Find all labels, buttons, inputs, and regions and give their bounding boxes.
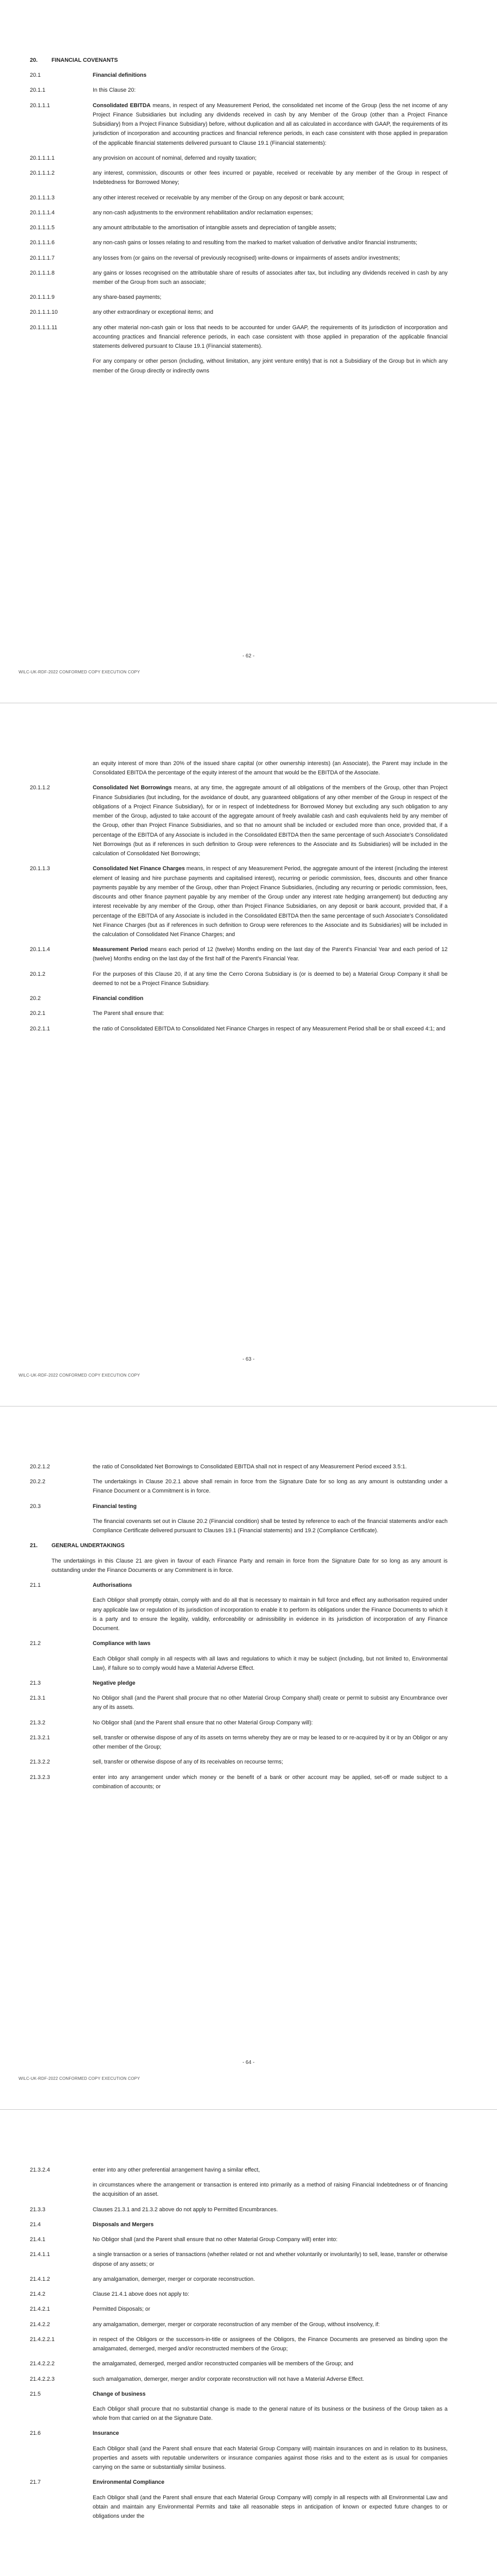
- clause-text: any non-cash adjustments to the environment rehabilitation and/or reclamation expenses;: [93, 209, 313, 216]
- clause-number: 20.1.1.1.5: [30, 225, 55, 231]
- page-number: - 62 -: [242, 653, 255, 659]
- clause-number: 21.7: [30, 2479, 41, 2486]
- clause: [93, 2404, 448, 2423]
- clause-heading: [30, 1679, 448, 1688]
- clause-text: any losses from (or gains on the reversal of previously recognised) write-downs or impairments of assets and/or investments;: [93, 255, 400, 261]
- clause-heading: [30, 1541, 448, 1550]
- clause-number: 21.4.2.2.2: [30, 2361, 55, 2367]
- clause-text: Negative pledge: [93, 1680, 135, 1686]
- clause-heading: [30, 71, 448, 80]
- clause: [30, 2250, 448, 2268]
- clause: [93, 1654, 448, 1673]
- clause-text: Financial condition: [93, 995, 144, 1002]
- clause-number: 21.4.2.2.3: [30, 2376, 55, 2382]
- clause-number: 20.1.1.1.11: [30, 324, 58, 331]
- defined-term: Consolidated Net Borrowings: [93, 785, 172, 791]
- clause-text: No Obligor shall (and the Parent shall ensure that no other Material Group Company will):: [93, 1719, 313, 1726]
- clause-text: enter into any arrangement under which money or the benefit of a bank or other account may be applied, set-off or made subject to a combination of accounts; or: [93, 1774, 448, 1790]
- clause: [30, 2290, 448, 2299]
- clause: [30, 86, 448, 95]
- clause-text: No Obligor shall (and the Parent shall procure that no other Material Group Company shall) create or permit to subsist any Encumbrance over any of its assets.: [93, 1695, 448, 1711]
- definition-text: means each period of 12 (twelve) Months ending on the last day of the Parent's Financial Year and each period of 12 (twelve) Months ending on the last day of the first half of the Parent's Financial Year.: [93, 946, 448, 962]
- clause-text: any other material non-cash gain or loss that needs to be accounted for under GAAP, the requirements of its jurisdiction of incorporation and accounting practices and financial reference periods, in each case consistent with those applied in preparation of the applicable financial statements delivered pursuant to Clause 19.1 (Financial statements).: [93, 324, 448, 350]
- page-footer: WILC-UK-RDF-2022 CONFORMED COPY EXECUTION COPY: [19, 670, 140, 674]
- clause-text: The financial covenants set out in Clause 20.2 (Financial condition) shall be tested by reference to each of the financial statements and/or each Compliance Certificate delivered pursuant to Clauses 19.1 (Financial statements) and 19.2 (Compliance Certificate).: [93, 1518, 448, 1534]
- clause: [30, 168, 448, 187]
- clause-number: 20.1.1.1.9: [30, 294, 55, 301]
- clause-heading: [30, 1639, 448, 1648]
- clause-heading: [30, 2389, 448, 2399]
- clause-text: The undertakings in this Clause 21 are given in favour of each Finance Party and remain in force from the Signature Date for so long as any amount is outstanding under the Finance Documents or any Commitment is in force.: [52, 1557, 448, 1573]
- clause-text: any other extraordinary or exceptional items; and: [93, 309, 214, 316]
- document-page: [0, 703, 497, 1406]
- clause-heading: [30, 1502, 448, 1511]
- clause-number: 21.5: [30, 2391, 41, 2397]
- clause: [93, 1517, 448, 1535]
- clause-number: 21.4.2.2: [30, 2321, 50, 2328]
- clause-text: Environmental Compliance: [93, 2479, 165, 2486]
- clause-text: [93, 783, 448, 858]
- clause: [30, 2165, 448, 2175]
- clause-number: 20.1.1.4: [30, 946, 50, 953]
- clause-number: 20.1.1.1: [30, 102, 50, 109]
- clause: [30, 2375, 448, 2384]
- clause-text: sell, transfer or otherwise dispose of any of its assets on terms whereby they are or may be leased to or re-acquired by it or by an Obligor or any other member of the Group;: [93, 1734, 448, 1751]
- clause-text: No Obligor shall (and the Parent shall ensure that no other Material Group Company will) enter into:: [93, 2236, 338, 2243]
- definition-text: means, in respect of any Measurement Period, the aggregate amount of the interest (including the interest element of leasing and hire purchase payments and capitalised interest), recurring or periodic commission, fees, discounts and other finance payments payable by any member of the Group, other than Project Finance Subsidiaries, (including any recurring or periodic commission, fees, discounts and other finance payment payable by any member of the Group under any interest rate hedging arrangement) but deducting any interest receivable by any member of the Group, other than Project Finance Subsidiaries, on any deposit or bank account, provided that, if a percentage of the EBITDA of any Associate is included in the Consolidated EBITDA then the same percentage of such Associate's Consolidated Net Finance Charges (but as if references in such definition to Group were references to the Associate and its Subsidiaries) will be included in the calculation of Consolidated Net Finance Charges; and: [93, 866, 448, 938]
- clause-text: Each Obligor shall promptly obtain, comply with and do all that is necessary to maintain in full force and effect any authorisation required under any applicable law or regulation of its jurisdiction of incorporation to enable it to perform its obligations under the Finance Documents to which it is a party and to ensure the legality, validity, enforceability or admissibility in evidence in its jurisdiction of incorporation of any Finance Document.: [93, 1597, 448, 1632]
- clause-text: the ratio of Consolidated EBITDA to Consolidated Net Finance Charges in respect of any Measurement Period shall be or shall exceed 4:1; and: [93, 1025, 445, 1032]
- clause: [30, 2335, 448, 2353]
- clause: [30, 945, 448, 963]
- clause: [30, 1462, 448, 1471]
- clause-number: 20.1.1.1.1: [30, 155, 55, 161]
- page-footer: WILC-UK-RDF-2022 CONFORMED COPY EXECUTION COPY: [19, 2076, 140, 2081]
- clause-number: 20.3: [30, 1503, 41, 1510]
- clause-text: any amount attributable to the amortisation of intangible assets and depreciation of tangible assets;: [93, 225, 336, 231]
- clause-text: any non-cash gains or losses relating to and resulting from the marked to market valuation of derivative and/or financial instruments;: [93, 240, 418, 246]
- clause-text: Financial definitions: [93, 72, 147, 79]
- clause-text: in respect of the Obligors or the successors-in-title or assignees of the Obligors, the Finance Documents are preserved as binding upon the amalgamated, demerged, merged and/or reconstructed members of the Group;: [93, 2336, 448, 2352]
- clause-number: 21.1: [30, 1582, 41, 1589]
- clause: [30, 323, 448, 351]
- clause-number: 21.3.3: [30, 2206, 46, 2213]
- clause-text: Each Obligor shall procure that no substantial change is made to the general nature of its business or the business of the Group taken as a whole from that carried on at the Signature Date.: [93, 2405, 448, 2422]
- clause-number: 20.1.1.1.10: [30, 309, 58, 316]
- clause-text: Each Obligor shall comply in all respects with all laws and regulations to which it may be subject (including, but not limited to, Environmental Law), if failure so to comply would have a Material Adverse Effect.: [93, 1655, 448, 1671]
- clause-text: any share-based payments;: [93, 294, 162, 301]
- defined-term: Measurement Period: [93, 946, 148, 953]
- clause: [93, 759, 448, 777]
- clause-number: 20.2.1: [30, 1010, 46, 1017]
- clause-text: [93, 864, 448, 939]
- clause-text: sell, transfer or otherwise dispose of any of its receivables on recourse terms;: [93, 1759, 283, 1766]
- clause-number: 20.1.1.1.6: [30, 240, 55, 246]
- clause: [93, 2180, 448, 2199]
- clause: [30, 783, 448, 858]
- clause-heading: [30, 994, 448, 1003]
- clause-heading: [30, 56, 448, 65]
- clause-number: 20.2.2: [30, 1479, 46, 1485]
- clause: [30, 1009, 448, 1018]
- clause-text: Compliance with laws: [93, 1640, 151, 1647]
- clause-heading: [30, 2220, 448, 2229]
- clause: [30, 223, 448, 232]
- clause-number: 21.4: [30, 2221, 41, 2228]
- clause-text: For any company or other person (including, without limitation, any joint venture entity) that is not a Subsidiary of the Group but in which any member of the Group directly or indirectly owns: [93, 358, 448, 374]
- clause-text: any amalgamation, demerger, merger or corporate reconstruction.: [93, 2276, 255, 2282]
- clause-heading: [30, 1581, 448, 1590]
- clause: [30, 1477, 448, 1496]
- clause-number: 20.1.1.1.8: [30, 269, 55, 276]
- clause: [30, 864, 448, 939]
- clause: [30, 293, 448, 302]
- defined-term: Consolidated Net Finance Charges: [93, 866, 185, 872]
- clause: [30, 238, 448, 247]
- clause: [93, 1596, 448, 1633]
- document-page: [0, 0, 497, 703]
- clause: [30, 2275, 448, 2284]
- page-footer: WILC-UK-RDF-2022 CONFORMED COPY EXECUTION COPY: [19, 1373, 140, 1378]
- clause-number: 21.2: [30, 1640, 41, 1647]
- clause-text: Authorisations: [93, 1582, 132, 1589]
- clause-number: 20.1.1.3: [30, 866, 50, 872]
- clause-text: [93, 101, 448, 148]
- clause-number: 20.2.1.1: [30, 1025, 50, 1032]
- clause-number: 20.: [30, 57, 38, 63]
- clause-text: Change of business: [93, 2391, 146, 2397]
- clause-text: Each Obligor shall (and the Parent shall ensure that each Material Group Company will) comply in all respects with all Environmental Law and obtain and maintain any Environmental Permits and take all reasonable steps in anticipation of known or expected future changes to or obligations under the: [93, 2494, 448, 2520]
- clause: [30, 2304, 448, 2314]
- clause-text: in circumstances where the arrangement or transaction is entered into primarily as a method of raising Financial Indebtedness or of financing the acquisition of an asset.: [93, 2182, 448, 2198]
- clause-text: Disposals and Mergers: [93, 2221, 154, 2228]
- clause: [52, 1556, 448, 1575]
- clause-text: the amalgamated, demerged, merged and/or reconstructed companies will be members of the Group; and: [93, 2361, 353, 2367]
- clause: [30, 193, 448, 202]
- clause: [30, 1773, 448, 1791]
- clause-text: an equity interest of more than 20% of the issued share capital (or other ownership interests) (an Associate), the Parent may include in the Consolidated EBITDA the percentage of the equity interest of the amount that would be the EBITDA of the Associate.: [93, 760, 448, 776]
- clause-text: any interest, commission, discounts or other fees incurred or payable, received or receivable by any member of the Group in respect of Indebtedness for Borrowed Money;: [93, 170, 448, 186]
- clause: [93, 2493, 448, 2521]
- page-number: - 64 -: [242, 2060, 255, 2065]
- clause-number: 20.1: [30, 72, 41, 79]
- clause-number: 20.1.1: [30, 87, 46, 94]
- clause: [30, 1757, 448, 1767]
- clause-number: 20.1.1.1.3: [30, 194, 55, 201]
- clause-text: In this Clause 20:: [93, 87, 136, 94]
- clause: [30, 1693, 448, 1712]
- clause-text: Each Obligor shall (and the Parent shall ensure that each Material Group Company will) maintain insurances on and in relation to its business, properties and assets with reputable underwriters or insurance companies against those risks and to the extent as is usual for companies carrying on the same or substantially similar business.: [93, 2445, 448, 2471]
- clause-heading: [30, 2429, 448, 2438]
- clause-number: 21.: [30, 1543, 38, 1549]
- clause-number: 21.4.1.2: [30, 2276, 50, 2282]
- clause: [30, 308, 448, 317]
- clause-number: 20.2: [30, 995, 41, 1002]
- clause-number: 20.1.1.1.2: [30, 170, 55, 177]
- page-number: - 63 -: [242, 1357, 255, 1362]
- clause: [30, 1718, 448, 1727]
- clause: [30, 1024, 448, 1033]
- clause: [30, 268, 448, 287]
- definition-text: means, at any time, the aggregate amount of all obligations of the members of the Group, other than Project Finance Subsidiaries (but including, for the avoidance of doubt, any guaranteed obligations of any other member of the Group in respect of the obligations of a Project Finance Subsidiary), for or in respect of Indebtedness for Borrowed Money but excluding any such obligation to any member of the Group, adjusted to take account of the aggregate amount of freely available cash and cash equivalents held by any member of the Group, other than Project Finance Subsidiaries, and so that no amount shall be included or excluded more than once, provided that, if a percentage of the EBITDA of any Associate is included in the Consolidated EBITDA then the same percentage of such Associate's Consolidated Net Borrowings (but as if references in such definition to Group were references to the Associate and its Subsidiaries) will be included in the calculation of Consolidated Net Borrowings;: [93, 785, 448, 857]
- clause-text: any other interest received or receivable by any member of the Group on any deposit or bank account;: [93, 194, 345, 201]
- clause-number: 21.3.2.1: [30, 1734, 50, 1741]
- clause: [30, 101, 448, 148]
- clause-number: 21.3.1: [30, 1695, 46, 1702]
- document-page: [0, 2110, 497, 2576]
- clause-number: 20.1.1.2: [30, 785, 50, 791]
- clause-number: 21.3.2.4: [30, 2167, 50, 2173]
- clause-number: 21.3.2.3: [30, 1774, 50, 1781]
- clause-text: The Parent shall ensure that:: [93, 1010, 164, 1017]
- clause-text: Financial testing: [93, 1503, 137, 1510]
- clause-number: 21.4.2: [30, 2291, 46, 2298]
- clause-text: [93, 945, 448, 963]
- clause-number: 21.4.2.2.1: [30, 2336, 55, 2343]
- clause-text: any provision on account of nominal, deferred and royalty taxation;: [93, 155, 257, 161]
- clause-text: GENERAL UNDERTAKINGS: [52, 1543, 125, 1549]
- clause-text: any gains or losses recognised on the attributable share of results of associates after tax, but including any dividends received in cash by any member of the Group from such an associate;: [93, 269, 448, 285]
- clause-text: Permitted Disposals; or: [93, 2306, 150, 2313]
- clause-number: 20.1.2: [30, 971, 46, 977]
- clause-number: 21.4.1: [30, 2236, 46, 2243]
- clause-heading: [30, 2478, 448, 2487]
- clause: [93, 2444, 448, 2472]
- clause-text: Clauses 21.3.1 and 21.3.2 above do not apply to Permitted Encumbrances.: [93, 2206, 278, 2213]
- clause: [30, 2235, 448, 2244]
- clause-text: For the purposes of this Clause 20, if at any time the Cerro Corona Subsidiary is (or is deemed to be) a Material Group Company it shall be deemed to not be a Project Finance Subsidiary.: [93, 971, 448, 987]
- clause-text: The undertakings in Clause 20.2.1 above shall remain in force from the Signature Date for so long as any amount is outstanding under a Finance Document or a Commitment is in force.: [93, 1479, 448, 1495]
- clause: [30, 154, 448, 163]
- clause-number: 21.4.1.1: [30, 2251, 50, 2258]
- clause-text: FINANCIAL COVENANTS: [52, 57, 118, 63]
- clause-text: Clause 21.4.1 above does not apply to:: [93, 2291, 190, 2298]
- clause: [30, 253, 448, 263]
- document-page: [0, 1406, 497, 2110]
- clause: [30, 1733, 448, 1752]
- clause-text: any amalgamation, demerger, merger or corporate reconstruction of any member of the Group, without insolvency, if:: [93, 2321, 380, 2328]
- clause-number: 21.3.2.2: [30, 1759, 50, 1766]
- clause-number: 20.1.1.1.7: [30, 255, 55, 261]
- clause-number: 20.2.1.2: [30, 1464, 50, 1470]
- clause-number: 21.3: [30, 1680, 41, 1686]
- clause-number: 21.6: [30, 2430, 41, 2437]
- clause: [30, 208, 448, 217]
- clause: [93, 357, 448, 375]
- clause: [30, 2320, 448, 2329]
- clause: [30, 2205, 448, 2214]
- clause-text: a single transaction or a series of transactions (whether related or not and whether voluntarily or involuntarily) to sell, lease, transfer or otherwise dispose of any assets; or: [93, 2251, 448, 2267]
- clause-number: 21.4.2.1: [30, 2306, 50, 2313]
- clause: [30, 970, 448, 988]
- definition-text: means, in respect of any Measurement Period, the consolidated net income of the Group (less the net income of any Project Finance Subsidiaries but including any dividends received in cash by any Member of the Group (other than a Project Finance Subsidiary) from a Project Finance Subsidiary) before, without duplication and all as calculated in accordance with GAAP, the requirements of its jurisdiction of incorporation and accounting practices and financial reference periods, in each case consistent with those applied in preparation of the applicable financial statements delivered pursuant to Clause 19.1 (Financial statements):: [93, 102, 448, 146]
- clause-text: Insurance: [93, 2430, 119, 2437]
- defined-term: Consolidated EBITDA: [93, 102, 151, 109]
- clause-text: such amalgamation, demerger, merger and/or corporate reconstruction will not have a Material Adverse Effect.: [93, 2376, 364, 2382]
- clause-number: 20.1.1.1.4: [30, 209, 55, 216]
- clause: [30, 2359, 448, 2368]
- clause-text: the ratio of Consolidated Net Borrowings to Consolidated EBITDA shall not in respect of any Measurement Period exceed 3.5:1.: [93, 1464, 407, 1470]
- clause-text: enter into any other preferential arrangement having a similar effect,: [93, 2167, 260, 2173]
- clause-number: 21.3.2: [30, 1719, 46, 1726]
